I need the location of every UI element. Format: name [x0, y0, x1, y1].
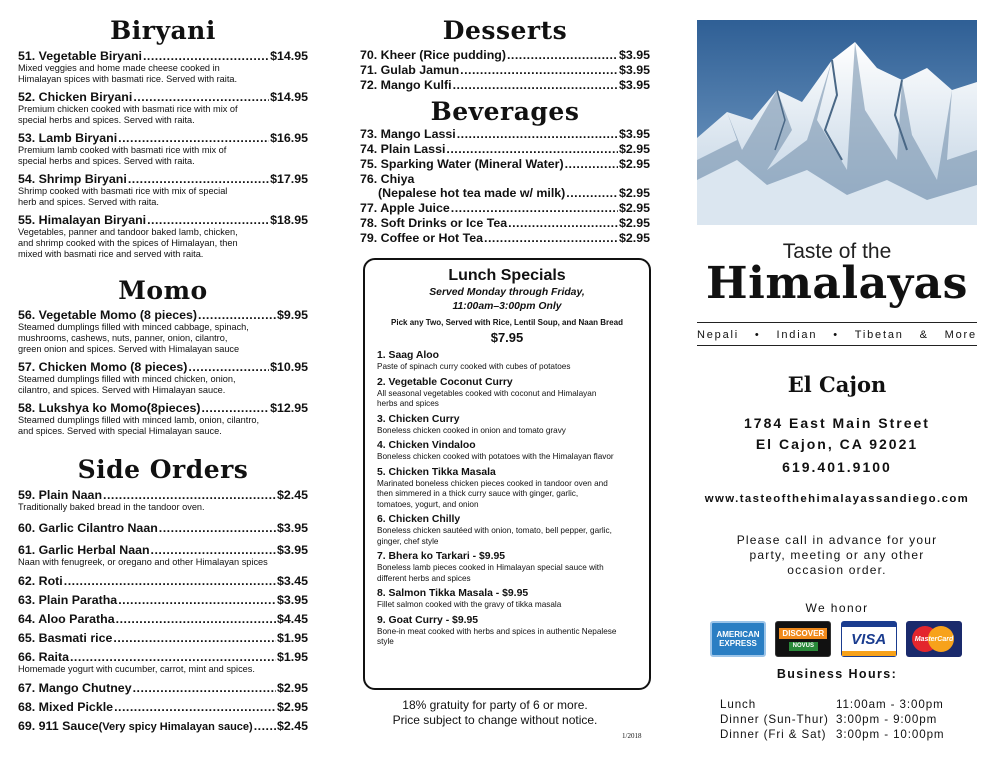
menu-item-description: Traditionally baked bread in the tandoor oven. [18, 502, 205, 512]
menu-item-description: Steamed dumplings filled with minced cabbage, spinach, [18, 322, 249, 332]
menu-item-line [18, 700, 308, 714]
menu-item [18, 90, 308, 126]
lunch-item-name: 4. Chicken Vindaloo [377, 440, 476, 451]
menu-item-name: 79. Coffee or Hot Tea [360, 231, 484, 245]
desserts-heading: Desserts [442, 16, 568, 45]
cuisine-tags [697, 329, 977, 341]
menu-item-description: and shrimp cooked with the spices of Himalayan, then [18, 238, 238, 248]
menu-item-price: $3.95 [618, 127, 650, 141]
menu-item-line [18, 401, 308, 415]
hours-row [720, 713, 982, 726]
menu-item-description: Premium chicken cooked with basmati rice with mix of [18, 104, 238, 114]
menu-item [18, 308, 308, 355]
menu-item [18, 488, 308, 513]
amex-text: EXPRESS [719, 639, 757, 648]
menu-item-line [18, 543, 308, 557]
menu-item-description: Vegetables, panner and tandoor baked lamb, chicken, [18, 227, 238, 237]
menu-item-description: and spices. Served with special Himalayan sauce. [18, 426, 222, 436]
brand-divider-bottom [697, 345, 977, 346]
menu-item-name: 68. Mixed Pickle [18, 700, 114, 714]
leader-dots [460, 63, 618, 77]
menu-item-line [360, 186, 650, 200]
lunch-item-description: different herbs and spices [377, 573, 471, 583]
leader-dots [159, 521, 276, 535]
menu-item-line [18, 131, 308, 145]
menu-item-price: $3.95 [276, 543, 308, 557]
menu-item-description: Mixed veggies and home made cheese cooked in [18, 63, 220, 73]
menu-item-name: 60. Garlic Cilantro Naan [18, 521, 158, 535]
lunch-item [377, 439, 637, 463]
mountain-illustration [697, 20, 977, 225]
menu-item-name: 67. Mango Chutney [18, 681, 132, 695]
menu-item-price: $3.95 [618, 78, 650, 92]
brand-name: Himalayas [706, 258, 968, 309]
menu-item [18, 700, 308, 714]
menu-item-line [18, 681, 308, 695]
menu-item-name: 69. 911 Sauce [18, 719, 99, 733]
lunch-specials-title: Lunch Specials [448, 267, 566, 284]
leader-dots [198, 308, 276, 322]
hours-label: Dinner (Sun-Thur) [720, 713, 829, 726]
menu-item-line [18, 719, 308, 734]
cuisine-tag: More [944, 329, 977, 341]
menu-item-price: $3.95 [618, 63, 650, 77]
amex-text: AMERICAN [716, 630, 760, 639]
hours-time: 3:00pm - 10:00pm [836, 728, 945, 741]
side-orders-heading: Side Orders [77, 455, 249, 484]
lunch-item-name: 1. Saag Aloo [377, 350, 439, 361]
menu-item-line [18, 90, 308, 104]
menu-item-line [18, 593, 308, 607]
discover-card-icon [775, 621, 831, 657]
desserts-list [360, 48, 650, 92]
lunch-item-description: then simmered in a thick curry sauce with ginger, garlic, [377, 489, 579, 498]
leader-dots [507, 48, 618, 62]
leader-dots [128, 172, 269, 186]
business-hours-title: Business Hours: [776, 667, 898, 681]
leader-dots [147, 213, 269, 227]
menu-item [360, 78, 650, 92]
menu-item-name: 72. Mango Kulfi [360, 78, 452, 92]
menu-item [360, 127, 650, 141]
menu-item-line [18, 488, 308, 502]
momo-heading: Momo [118, 276, 208, 305]
menu-item [360, 142, 650, 156]
leader-dots [565, 157, 618, 171]
menu-item-price: $2.95 [276, 681, 308, 695]
lunch-item-description: Paste of spinach curry cooked with cubes of potatoes [377, 362, 571, 371]
street-address: 1784 East Main Street [744, 415, 930, 431]
menu-item-name: 65. Basmati rice [18, 631, 113, 645]
menu-item [360, 186, 650, 200]
advance-call-line: party, meeting or any other [749, 548, 925, 562]
menu-item-description: mushrooms, cashews, nuts, panner, onion, cilantro, [18, 333, 228, 343]
menu-item-line [360, 157, 650, 171]
menu-item-description: Premium lamb cooked with basmati rice with mix of [18, 145, 227, 155]
amex-card-icon [710, 621, 766, 657]
lunch-price: $7.95 [490, 330, 524, 345]
menu-item-description: special herbs and spices. Served with raita. [18, 115, 195, 125]
lunch-item-description: Bone-in meat cooked with herbs and spices in authentic Nepalese [377, 626, 617, 636]
menu-item-description: Homemade yogurt with cucumber, carrot, mint and spices. [18, 664, 255, 674]
menu-item-description: green onion and spices. Served with Himalayan sauce [18, 344, 240, 354]
menu-item-description: Steamed dumplings filled with minced chicken, onion, [18, 374, 236, 384]
visa-stripe-bottom [842, 651, 896, 656]
menu-item-name: 70. Kheer (Rice pudding) [360, 48, 506, 62]
menu-item-line [360, 48, 650, 62]
hours-time: 11:00am - 3:00pm [836, 698, 944, 711]
cuisine-tag: & [919, 329, 929, 341]
lunch-item-description: Marinated boneless chicken pieces cooked in tandoor oven and [377, 478, 608, 488]
lunch-list [377, 349, 637, 648]
leader-dots [118, 131, 269, 145]
lunch-item-name: 7. Bhera ko Tarkari - $9.95 [377, 551, 506, 562]
menu-item-price: $2.45 [276, 719, 308, 733]
menu-item-name: 71. Gulab Jamun [360, 63, 460, 77]
beverages-heading: Beverages [430, 97, 580, 126]
print-date: 1/2018 [622, 732, 642, 740]
lunch-specials-box [363, 258, 651, 690]
leader-dots [451, 201, 618, 215]
menu-item-name: 56. Vegetable Momo (8 pieces) [18, 308, 198, 322]
menu-item-name: 77. Apple Juice [360, 201, 450, 215]
menu-item-line [360, 216, 650, 230]
menu-item [18, 213, 308, 260]
menu-item [18, 360, 308, 396]
lunch-item-description: Boneless chicken cooked in onion and tomato gravy [377, 425, 566, 435]
menu-item-name: 78. Soft Drinks or Ice Tea [360, 216, 508, 230]
menu-item-name: 51. Vegetable Biryani [18, 49, 142, 63]
menu-item-line [18, 650, 308, 664]
menu-item-line [18, 521, 308, 535]
leader-dots [133, 681, 276, 695]
lunch-item-name: 2. Vegetable Coconut Curry [377, 376, 513, 388]
menu-item-description: Himalayan spices with basmati rice. Served with raita. [18, 74, 238, 84]
menu-item-name: 61. Garlic Herbal Naan [18, 543, 150, 557]
menu-item [360, 231, 650, 245]
menu-item [18, 593, 308, 607]
menu-item-price: $2.95 [618, 216, 650, 230]
menu-item-price: $2.45 [276, 488, 308, 502]
menu-item-price: $2.95 [618, 142, 650, 156]
menu-item [360, 63, 650, 77]
menu-item-description: Shrimp cooked with basmati rice with mix of special [18, 186, 228, 196]
menu-item-line [18, 612, 308, 626]
payment-cards [710, 621, 962, 657]
menu-item-name: 57. Chicken Momo (8 pieces) [18, 360, 188, 374]
cuisine-tag: Tibetan [854, 329, 904, 341]
menu-item-price: $2.95 [618, 157, 650, 171]
menu-item-price: $2.95 [618, 201, 650, 215]
menu-item [18, 719, 308, 734]
hours-row [720, 698, 982, 711]
location-city: El Cajon [787, 372, 887, 397]
menu-item-price: $3.95 [276, 521, 308, 535]
menu-item [360, 48, 650, 62]
hours-row [720, 728, 982, 741]
leader-dots [118, 593, 276, 607]
menu-column-left [18, 0, 308, 734]
lunch-item [377, 376, 637, 410]
leader-dots [64, 574, 276, 588]
menu-item-description: cilantro, and spices. Served with Himalayan sauce. [18, 385, 226, 395]
leader-dots [457, 127, 618, 141]
lunch-item-name: 9. Goat Curry - $9.95 [377, 614, 479, 626]
menu-item-description: Steamed dumplings filled with minced lamb, onion, cilantro, [18, 415, 260, 425]
price-change-note: Price subject to change without notice. [392, 713, 598, 727]
lunch-item-description: herbs and spices [377, 399, 439, 408]
lunch-item-name: 8. Salmon Tikka Masala - $9.95 [377, 588, 529, 599]
mastercard-card-icon [906, 621, 962, 657]
novus-text: NOVUS [789, 642, 818, 651]
lunch-item-description: ginger, chef style [377, 536, 439, 546]
menu-item-price: $10.95 [270, 360, 308, 374]
lunch-item-description: Boneless chicken sautéed with onion, tomato, bell pepper, garlic, [377, 526, 612, 535]
menu-item-line [360, 127, 650, 141]
lunch-item-name: 3. Chicken Curry [377, 413, 460, 425]
lunch-item-description: All seasonal vegetables cooked with coconut and Himalayan [377, 388, 597, 398]
leader-dots [113, 631, 276, 645]
menu-item-price: $4.45 [276, 612, 308, 626]
menu-item-line [18, 631, 308, 645]
menu-item-line [18, 213, 308, 227]
menu-column-middle [360, 0, 650, 245]
menu-item-description: mixed with basmati rice and served with raita. [18, 249, 204, 259]
menu-item-line [360, 78, 650, 92]
biryani-list [18, 49, 308, 260]
menu-item-line [18, 308, 308, 322]
menu-item-price: $1.95 [276, 650, 308, 664]
menu-item-name: 62. Roti [18, 574, 63, 588]
biryani-heading: Biryani [110, 16, 216, 45]
menu-item-line [360, 172, 650, 186]
menu-item-line [360, 231, 650, 245]
hours-time: 3:00pm - 9:00pm [836, 713, 938, 726]
advance-call-note [697, 533, 977, 578]
lunch-item [377, 614, 637, 648]
city-state-zip: El Cajon, CA 92021 [755, 436, 919, 452]
menu-item-price: $12.95 [270, 401, 308, 415]
menu-item-price: $14.95 [270, 49, 308, 63]
menu-item-price: $14.95 [270, 90, 308, 104]
menu-item-line [18, 172, 308, 186]
menu-item [360, 157, 650, 171]
lunch-item-name: 5. Chicken Tikka Masala [377, 466, 496, 478]
menu-item-name: 73. Mango Lassi [360, 127, 456, 141]
menu-item [360, 172, 650, 186]
menu-item-price: $3.45 [276, 574, 308, 588]
menu-item-name: 52. Chicken Biryani [18, 90, 133, 104]
leader-dots [151, 543, 276, 557]
menu-item [18, 543, 308, 568]
cuisine-tag: Nepali [697, 329, 739, 341]
menu-item [18, 521, 308, 535]
we-honor-label: We honor [805, 601, 869, 615]
brand-divider-top [697, 322, 977, 323]
menu-item-name: 54. Shrimp Biryani [18, 172, 127, 186]
menu-item [18, 49, 308, 85]
lunch-note: Pick any Two, Served with Rice, Lentil Soup, and Naan Bread [391, 318, 623, 327]
lunch-item-description: Boneless lamb pieces cooked in Himalayan special sauce with [377, 563, 604, 572]
menu-item [18, 401, 308, 437]
lunch-item-description: Fillet salmon cooked with the gravy of tikka masala [377, 600, 562, 609]
menu-item-price: $1.95 [276, 631, 308, 645]
advance-call-line: occasion order. [787, 563, 887, 577]
menu-item-line [18, 49, 308, 63]
menu-item [18, 131, 308, 167]
menu-item-description: herb and spices. Served with raita. [18, 197, 159, 207]
menu-item-price: $3.95 [276, 593, 308, 607]
menu-item-line [18, 360, 308, 374]
menu-item-name: 75. Sparking Water (Mineral Water) [360, 157, 564, 171]
menu-item-name: 55. Himalayan Biryani [18, 213, 147, 227]
leader-dots [143, 49, 269, 63]
visa-text: VISA [851, 630, 887, 648]
menu-item-name: 58. Lukshya ko Momo(8pieces) [18, 401, 201, 415]
mastercard-text: MasterCard [914, 635, 954, 643]
leader-dots [114, 700, 276, 714]
leader-dots [133, 90, 269, 104]
lunch-item [377, 466, 637, 511]
menu-item [18, 172, 308, 208]
leader-dots [453, 78, 618, 92]
menu-item-description: Naan with fenugreek, or oregano and other Himalayan spices [18, 557, 268, 567]
lunch-item [377, 413, 637, 437]
menu-item-price: $2.95 [618, 186, 650, 200]
leader-dots [446, 142, 618, 156]
menu-item-name: (Nepalese hot tea made w/ milk) [378, 186, 566, 200]
menu-item [18, 650, 308, 675]
lunch-item [377, 550, 637, 584]
menu-item [360, 201, 650, 215]
lunch-served-days: Served Monday through Friday, [429, 287, 585, 298]
brand-tagline: Taste of the [782, 240, 892, 263]
website-link[interactable]: www.tasteofthehimalayassandiego.com [704, 493, 970, 505]
discover-text: DISCOVER [779, 628, 827, 639]
lunch-item [377, 513, 637, 547]
gratuity-note: 18% gratuity for party of 6 or more. [402, 698, 588, 712]
menu-item-name: 64. Aloo Paratha [18, 612, 115, 626]
beverages-list [360, 127, 650, 245]
phone-number[interactable]: 619.401.9100 [782, 459, 892, 475]
menu-item-name: 53. Lamb Biryani [18, 131, 118, 145]
menu-item [360, 216, 650, 230]
advance-call-line: Please call in advance for your [736, 533, 938, 547]
menu-item-line [18, 574, 308, 588]
menu-item-line [360, 201, 650, 215]
menu-item [18, 631, 308, 645]
leader-dots [103, 488, 276, 502]
cuisine-tag: • [754, 329, 761, 341]
side-orders-list [18, 488, 308, 734]
menu-item-price: $16.95 [270, 131, 308, 145]
menu-item-price: $9.95 [276, 308, 308, 322]
leader-dots [508, 216, 618, 230]
leader-dots [201, 401, 269, 415]
menu-item-name: 63. Plain Paratha [18, 593, 118, 607]
menu-item-description: special herbs and spices. Served with raita. [18, 156, 195, 166]
lunch-item-description: tomatoes, yogurt, and onion [377, 499, 479, 509]
menu-item-price: $18.95 [270, 213, 308, 227]
leader-dots [70, 650, 276, 664]
cuisine-tag: • [833, 329, 839, 341]
menu-item [18, 574, 308, 588]
lunch-item-description: Boneless chicken cooked with potatoes with the Himalayan flavor [377, 452, 614, 461]
menu-item-line [360, 142, 650, 156]
menu-item-name: 76. Chiya [360, 172, 415, 186]
menu-item-note: (Very spicy Himalayan sauce) [98, 721, 253, 733]
menu-item-line [360, 63, 650, 77]
leader-dots [566, 186, 618, 200]
menu-item-name: 74. Plain Lassi [360, 142, 446, 156]
lunch-item-description: style [377, 637, 394, 646]
menu-item-name: 59. Plain Naan [18, 488, 103, 502]
lunch-item [377, 587, 637, 611]
mountain-image [697, 20, 977, 225]
leader-dots [116, 612, 276, 626]
menu-item-price: $2.95 [276, 700, 308, 714]
menu-item-price: $17.95 [270, 172, 308, 186]
menu-item-name: 66. Raita [18, 650, 69, 664]
momo-list [18, 308, 308, 437]
leader-dots [484, 231, 618, 245]
menu-item [18, 612, 308, 626]
hours-label: Dinner (Fri & Sat) [720, 728, 827, 741]
lunch-served-hours: 11:00am–3:00pm Only [452, 301, 562, 312]
leader-dots [188, 360, 269, 374]
menu-item-price: $2.95 [618, 231, 650, 245]
lunch-item-name: 6. Chicken Chilly [377, 514, 461, 525]
lunch-item [377, 349, 637, 373]
menu-item [18, 681, 308, 695]
visa-card-icon [841, 621, 897, 657]
cuisine-tag: Indian [776, 329, 818, 341]
leader-dots [254, 719, 276, 733]
menu-item-price: $3.95 [618, 48, 650, 62]
hours-label: Lunch [720, 698, 757, 711]
